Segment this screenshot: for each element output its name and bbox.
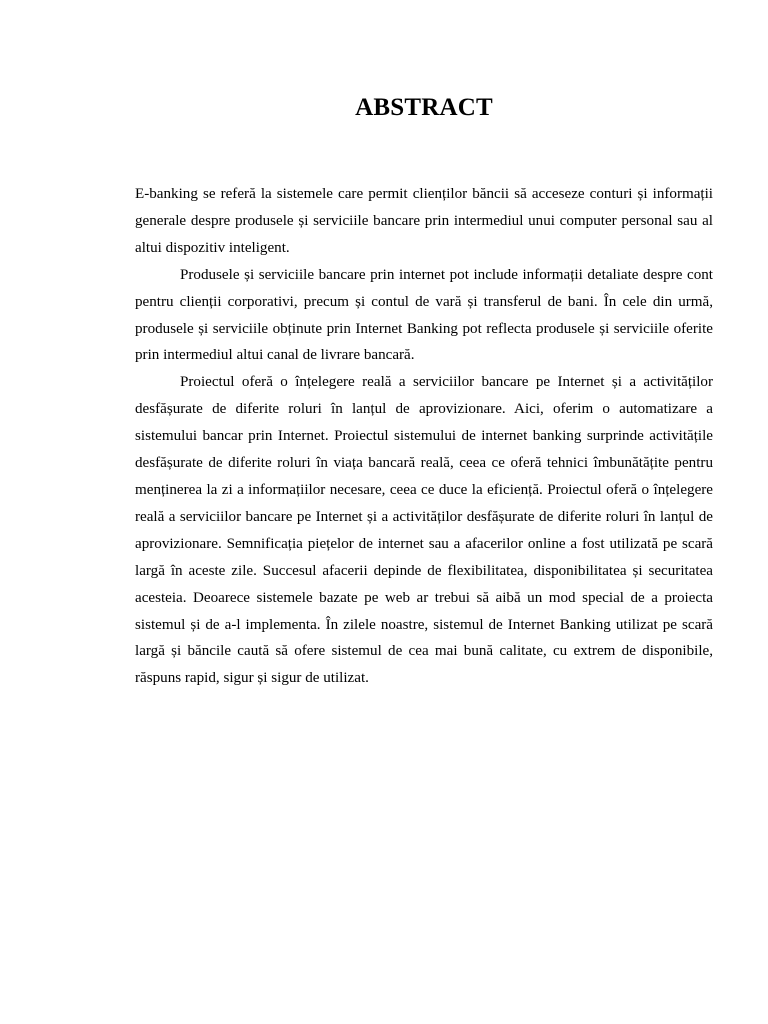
paragraph-1: E-banking se referă la sistemele care permit clienților băncii să acceseze conturi și informații generale despre produsele și serviciile bancare prin intermediul unui computer personal sau al altui dispozitiv inteligent.	[135, 186, 713, 256]
paragraph-2: Produsele și serviciile bancare prin internet pot include informații detaliate despre cont pentru clienții corporativi, precum și contul de vară și transferul de bani. În cele din urmă, produsele și serviciile obținute prin Internet Banking pot reflecta produsele și serviciile oferite prin intermediul altui canal de livrare bancară.	[135, 266, 713, 364]
abstract-body	[135, 181, 713, 692]
paragraph-3: Proiectul oferă o înțelegere reală a serviciilor bancare pe Internet și a activităților desfășurate de diferite roluri în lanțul de aprovizionare. Aici, oferim o automatizare a sistemului bancar prin Internet. Proiectul sistemului de internet banking surprinde activitățile desfășurate de diferite roluri în viața bancară reală, ceea ce oferă tehnici îmbunătățite pentru menținerea la zi a informațiilor necesare, ceea ce duce la eficiență. Proiectul oferă o înțelegere reală a serviciilor bancare pe Internet și a activităților desfășurate de diferite roluri în lanțul de aprovizionare. Semnificația piețelor de internet sau a afacerilor online a fost utilizată pe scară largă în aceste zile. Succesul afacerii depinde de flexibilitatea, disponibilitatea și securitatea acesteia. Deoarece sistemele bazate pe web ar trebui să aibă un mod special de a proiecta sistemul și de a-l implementa. În zilele noastre, sistemul de Internet Banking utilizat pe scară largă și băncile caută să ofere sistemul de cea mai bună calitate, cu extrem de disponibile, răspuns rapid, sigur și sigur de utilizat.	[135, 374, 713, 687]
page-title: ABSTRACT	[355, 94, 493, 121]
